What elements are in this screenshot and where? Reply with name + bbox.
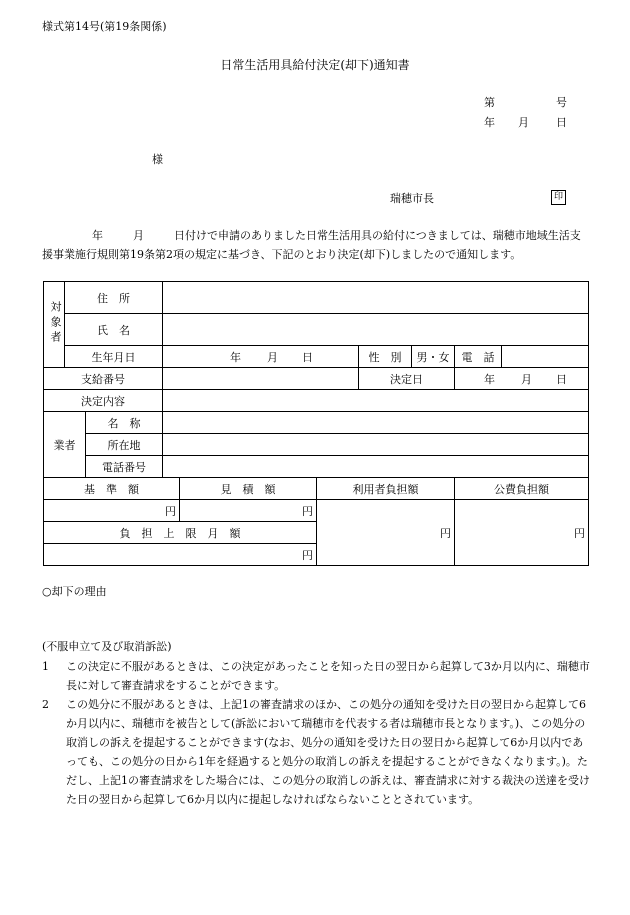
vendor-phone-field[interactable]	[163, 456, 589, 478]
subject-label-cell	[44, 282, 65, 368]
decision-content-label: 決定内容	[44, 390, 163, 412]
vendor-location-field[interactable]	[163, 434, 589, 456]
issue-year-label: 年	[484, 116, 495, 129]
appeal-item	[42, 657, 592, 695]
vendor-label: 業者	[44, 412, 86, 478]
burden-limit-field[interactable]	[44, 544, 317, 566]
user-burden-label: 利用者負担額	[317, 478, 455, 500]
addressee-suffix: 様	[152, 153, 163, 166]
appeal-item-number: 1	[42, 660, 49, 673]
standard-amount-label: 基 準 額	[44, 478, 180, 500]
vendor-name-label: 名 称	[86, 412, 163, 434]
subject-label: 対象者	[49, 300, 62, 346]
vendor-name-field[interactable]	[163, 412, 589, 434]
birthdate-label: 生年月日	[65, 346, 163, 368]
standard-yen: 円	[165, 504, 176, 518]
address-field[interactable]	[163, 282, 589, 314]
birth-year: 年	[230, 350, 241, 364]
appeal-item-number: 2	[42, 698, 49, 711]
issue-month-label: 月	[518, 116, 529, 129]
phone-label: 電 話	[455, 346, 502, 368]
estimate-amount-label: 見 積 額	[180, 478, 317, 500]
intro-year: 年	[92, 229, 103, 242]
decision-date-field[interactable]	[455, 368, 589, 390]
doc-number-label: 第	[484, 96, 495, 109]
name-label: 氏 名	[65, 314, 163, 346]
seal-mark: 印	[551, 190, 566, 205]
burden-limit-label: 負 担 上 限 月 額	[44, 522, 317, 544]
burden-limit-yen: 円	[302, 548, 313, 562]
user-burden-yen: 円	[440, 526, 451, 540]
standard-amount-field[interactable]	[44, 500, 180, 522]
form-number: 様式第14号(第19条関係)	[42, 20, 167, 33]
doc-number-suffix: 号	[556, 96, 567, 109]
birth-day: 日	[302, 350, 313, 364]
appeal-item	[42, 695, 592, 809]
info-table	[43, 281, 589, 566]
intro-paragraph	[42, 226, 587, 264]
decision-year: 年	[484, 372, 495, 386]
vendor-location-label: 所在地	[86, 434, 163, 456]
supply-number-field[interactable]	[163, 368, 359, 390]
appeal-title: (不服申立て及び取消訴訟)	[42, 640, 172, 653]
intro-month: 月	[133, 229, 144, 242]
supply-number-label: 支給番号	[44, 368, 163, 390]
sex-options-text: 男・女	[416, 350, 450, 364]
sex-options[interactable]	[412, 346, 455, 368]
birthdate-field[interactable]	[163, 346, 359, 368]
issuer-name: 瑞穂市長	[390, 192, 434, 205]
document-title: 日常生活用具給付決定(却下)通知書	[220, 58, 410, 72]
name-field[interactable]	[163, 314, 589, 346]
public-burden-yen: 円	[574, 526, 585, 540]
decision-month: 月	[521, 372, 532, 386]
sex-label: 性 別	[359, 346, 412, 368]
public-burden-label: 公費負担額	[455, 478, 589, 500]
issue-day-label: 日	[556, 116, 567, 129]
appeal-item-text: この決定に不服があるときは、この決定があったことを知った日の翌日から起算して3か月以内に、瑞穂市長に対して審査請求をすることができます。	[66, 660, 590, 692]
user-burden-field[interactable]	[317, 500, 455, 566]
decision-content-field[interactable]	[163, 390, 589, 412]
birth-month: 月	[267, 350, 278, 364]
public-burden-field[interactable]	[455, 500, 589, 566]
estimate-yen: 円	[302, 504, 313, 518]
rejection-reason-label: ○却下の理由	[42, 585, 107, 598]
vendor-phone-label: 電話番号	[86, 456, 163, 478]
decision-date-label: 決定日	[359, 368, 455, 390]
phone-field[interactable]	[502, 346, 589, 368]
appeal-item-text: この処分に不服があるときは、上記1の審査請求のほか、この処分の通知を受けた日の翌日から起算して6か月以内に、瑞穂市を被告として(訴訟において瑞穂市を代表する者は瑞穂市長となります。)、この処分の取消しの訴えを提起することができます(なお、処分の通知を受けた日の翌日から起算して6か月以内であっても、この処分の日から1年を経過すると処分の取消しの訴えを提起することができなくなります。)。ただし、上記1の審査請求をした場合には、この処分の取消しの訴えは、審査請求に対する裁決の送達を受けた日の翌日から起算して6か月以内に提起しなければならないこととされています。	[66, 698, 590, 806]
decision-day: 日	[556, 372, 567, 386]
estimate-amount-field[interactable]	[180, 500, 317, 522]
intro-body: 日付けで申請のありました日常生活用具の給付につきましては、瑞穂市地域生活支援事業施行規則第19条第2項の規定に基づき、下記のとおり決定(却下)しましたので通知します。	[42, 229, 581, 261]
appeal-section	[42, 657, 592, 809]
address-label: 住 所	[65, 282, 163, 314]
